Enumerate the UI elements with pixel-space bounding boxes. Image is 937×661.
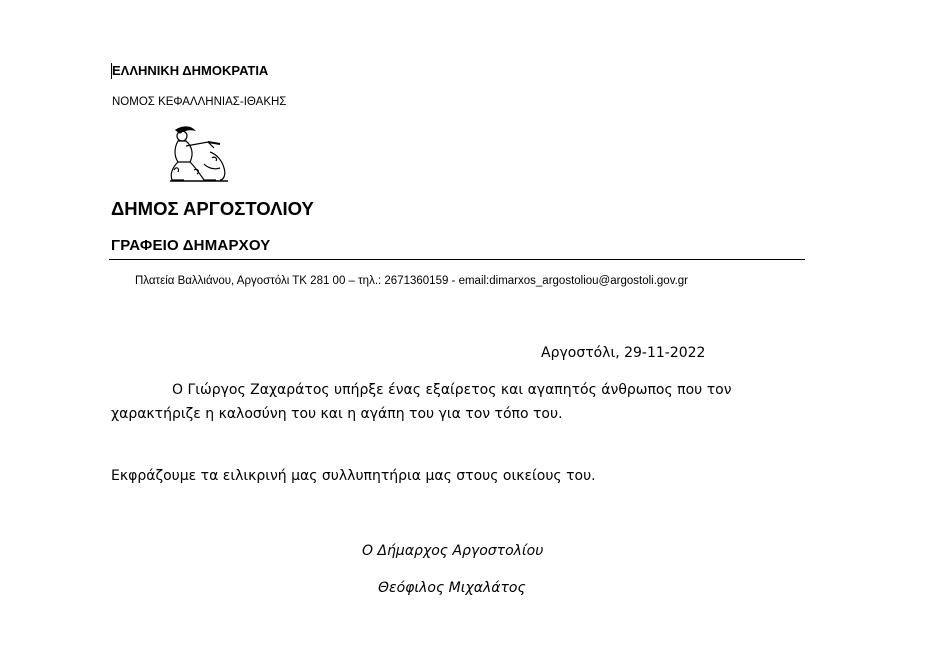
prefecture-line: ΝΟΜΟΣ ΚΕΦΑΛΛΗΝΙΑΣ-ΙΘΑΚΗΣ [112, 96, 287, 108]
republic-heading: ΕΛΛΗΝΙΚΗ ΔΗΜΟΚΡΑΤΙΑ [112, 63, 269, 78]
header-divider [109, 259, 805, 260]
signature-title: Ο Δήμαρχος Αργοστολίου [362, 543, 544, 559]
signature-name: Θεόφιλος Μιχαλάτος [378, 580, 526, 596]
letter-date: Αργοστόλι, 29-11-2022 [541, 345, 706, 361]
paragraph-1-line-2: χαρακτήριζε η καλοσύνη του και η αγάπη του για τον τόπο του. [111, 406, 563, 422]
contact-line: Πλατεία Βαλλιάνου, Αργοστόλι ΤΚ 281 00 – τηλ.: 2671360159 - email:dimarxos_argostoliou@argostoli.gov.gr [135, 275, 689, 287]
municipality-title: ΔΗΜΟΣ ΑΡΓΟΣΤΟΛΙΟΥ [111, 198, 314, 219]
hermes-emblem-icon [164, 124, 234, 184]
office-title: ΓΡΑΦΕΙΟ ΔΗΜΑΡΧΟΥ [111, 237, 271, 254]
paragraph-2: Εκφράζουμε τα ειλικρινή μας συλλυπητήρια μας στους οικείους του. [111, 468, 596, 484]
paragraph-1-line-1: Ο Γιώργος Ζαχαράτος υπήρξε ένας εξαίρετος και αγαπητός άνθρωπος που τον [172, 382, 732, 398]
